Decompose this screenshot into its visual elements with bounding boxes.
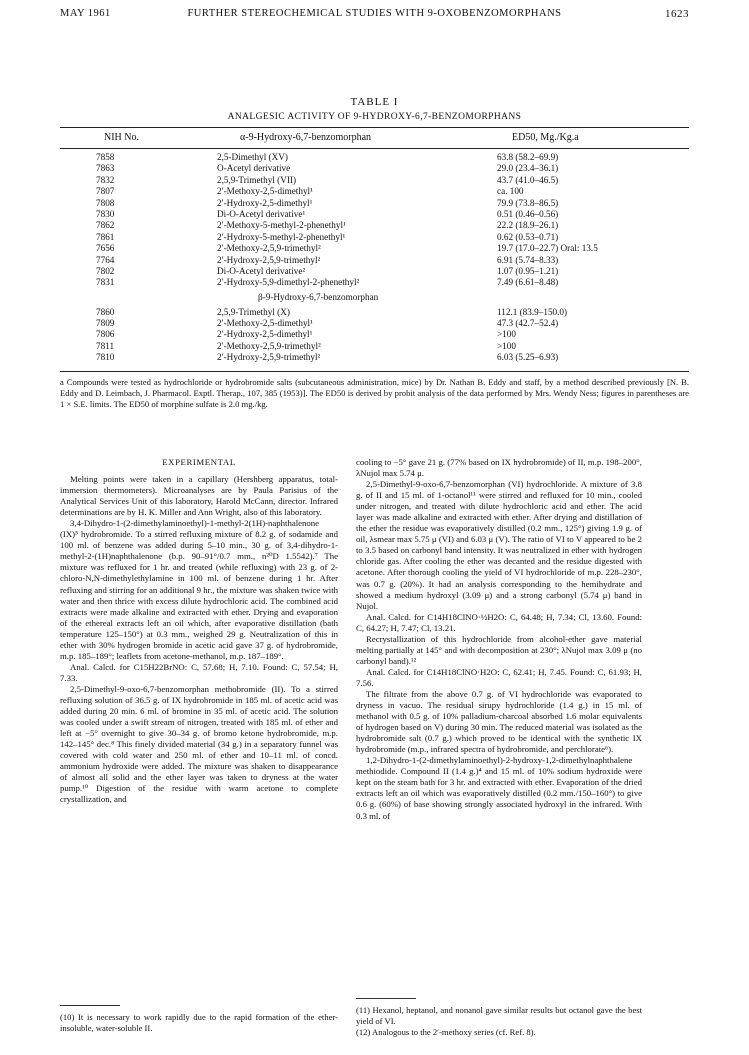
cell-ed50: 29.0 (23.4–36.1) — [497, 163, 559, 174]
cell-compound: 2′-Hydroxy-2,5,9-trimethyl² — [217, 254, 321, 265]
beta-heading: β-9-Hydroxy-6,7-benzomorphan — [258, 291, 379, 302]
cell-ed50: ca. 100 — [497, 186, 524, 197]
section-heading: EXPERIMENTAL — [162, 457, 236, 467]
cell-compound: 2′-Methoxy-2,5-dimethyl¹ — [217, 186, 313, 197]
header-compound: α-9-Hydroxy-6,7-benzomorphan — [240, 132, 372, 143]
table-header-rule — [60, 148, 689, 149]
cell-compound: 2′-Hydroxy-2,5,9-trimethyl² — [217, 352, 321, 363]
cell-ed50: >100 — [497, 340, 516, 351]
cell-compound: 2′-Hydroxy-5,9-dimethyl-2-phenethyl² — [217, 277, 360, 288]
running-header — [60, 8, 689, 28]
footnote-11: (11) Hexanol, heptanol, and nonanol gave similar results but octanol gave the best yield of VI. — [356, 1005, 642, 1026]
header-title: FURTHER STEREOCHEMICAL STUDIES WITH 9-OXOBENZOMORPHANS — [187, 8, 562, 19]
cell-compound: 2′-Methoxy-2,5-dimethyl¹ — [217, 318, 313, 329]
paragraph: Anal. Calcd. for C14H18ClNO·½H2O: C, 64.48; H, 7.34; Cl, 13.60. Found: C, 64.27; H, 7.47; Cl, 13.21. — [356, 611, 642, 633]
table-row — [60, 243, 689, 254]
cell-ed50: 19.7 (17.0–22.7) Oral: 13.5 — [497, 243, 598, 254]
cell-nih-no: 7862 — [96, 220, 115, 231]
table-row — [60, 341, 689, 352]
right-column — [356, 457, 642, 822]
cell-compound: 2,5-Dimethyl (XV) — [217, 152, 288, 162]
cell-nih-no: 7808 — [96, 197, 115, 208]
paragraph: cooling to −5° gave 21 g. (77% based on IX hydrobromide) of II, m.p. 198–200°, λNujol max 5.74 μ. — [356, 457, 642, 479]
cell-nih-no: 7860 — [96, 306, 115, 317]
cell-ed50: 63.8 (58.2–69.9) — [497, 152, 559, 162]
header-ed50: ED50, Mg./Kg.a — [512, 132, 579, 143]
cell-compound: 2′-Methoxy-2,5,9-trimethyl² — [217, 340, 321, 351]
table-row — [60, 352, 689, 363]
cell-nih-no: 7858 — [96, 152, 115, 162]
cell-nih-no: 7807 — [96, 186, 115, 197]
paragraph: 2,5-Dimethyl-9-oxo-6,7-benzomorphan methobromide (II). To a stirred refluxing solution of 36.5 g. of IX hydrobromide in 185 ml. of acetic acid was added during 20 min. 6 ml. of bromine in 35 ml. of acetic acid. The solution was cooled under a swift stream of nitrogen, treated with 185 ml. of ether and left at −5° overnight to give 30–34 g. of bromo ketone hydrobromide, m.p. 142–145° dec.⁸ This finely divided material (34 g.) in a separatory funnel was covered with cold water and 250 ml. of ether and 10–11 ml. of concd. ammonium hydroxide were added. The mixture was shaken to disappearance of almost all solid and the ether layer was taken to dryness at the water pump.¹⁰ Digestion of the residue with warm acetone to complete crystallization, and — [60, 683, 338, 805]
cell-compound: 2′-Hydroxy-2,5-dimethyl¹ — [217, 197, 313, 208]
header-nih: NIH No. — [104, 132, 139, 143]
table-row — [60, 255, 689, 266]
cell-ed50: 22.2 (18.9–26.1) — [497, 220, 559, 231]
cell-compound: 2′-Hydroxy-2,5-dimethyl¹ — [217, 329, 313, 340]
cell-ed50: >100 — [497, 329, 516, 340]
cell-compound: 2′-Hydroxy-5-methyl-2-phenethyl¹ — [217, 231, 346, 242]
header-date: MAY 1961 — [60, 8, 111, 19]
paragraph: Anal. Calcd. for C14H18ClNO·H2O: C, 62.41; H, 7.45. Found: C, 61.93; H, 7.56. — [356, 666, 642, 688]
footnotes-right — [356, 1005, 642, 1038]
cell-ed50: 43.7 (41.0–46.5) — [497, 174, 559, 185]
cell-ed50: 0.51 (0.46–0.56) — [497, 208, 559, 219]
cell-compound: 2,5,9-Trimethyl (VII) — [217, 174, 297, 185]
cell-ed50: 7.49 (6.61–8.48) — [497, 277, 559, 288]
table-row — [60, 232, 689, 243]
footnote-12: (12) Analogous to the 2′-methoxy series (cf. Ref. 8). — [356, 1027, 536, 1037]
table-row — [60, 152, 689, 163]
cell-ed50: 6.91 (5.74–8.33) — [497, 254, 559, 265]
table-title: TABLE I — [350, 96, 399, 108]
cell-nih-no: 7863 — [96, 163, 115, 174]
table-row — [60, 277, 689, 288]
cell-nih-no: 7832 — [96, 174, 115, 185]
page-number: 1623 — [665, 8, 689, 20]
paragraph: Recrystallization of this hydrochloride from alcohol-ether gave material melting partially at 145° and with decomposition at 230°; λNujol max 3.09 μ (no carbonyl band).¹² — [356, 633, 642, 666]
cell-compound: Di-O-Acetyl derivative² — [217, 265, 306, 276]
cell-nih-no: 7809 — [96, 318, 115, 329]
cell-nih-no: 7656 — [96, 243, 115, 254]
table-footnote: a Compounds were tested as hydrochloride or hydrobromide salts (subcutaneous administration, mice) by Dr. Nathan B. Eddy and staff, by a method described previously [N. B. Eddy and D. Leimbach, J. Pharmacol. Exptl. Therap., 107, 385 (1953)]. The ED50 is derived by probit analysis of the data performed by Mrs. Wendy Ness; figures in parentheses are 1 × S.E. limits. The ED50 of morphine sulfate is 2.0 mg./kg. — [60, 377, 689, 409]
cell-nih-no: 7831 — [96, 277, 115, 288]
cell-nih-no: 7811 — [96, 340, 115, 351]
left-column — [60, 457, 338, 805]
cell-ed50: 1.07 (0.95–1.21) — [497, 265, 559, 276]
table-row — [60, 307, 689, 318]
cell-compound: Di-O-Acetyl derivative¹ — [217, 208, 306, 219]
footnote-rule-right — [356, 998, 416, 999]
paragraph: 3,4-Dihydro-1-(2-dimethylaminoethyl)-1-methyl-2(1H)-naphthalenone (IX)⁵ hydrobromide. To a stirred refluxing mixture of 8.2 g. of sodamide and 100 ml. of benzene was added during 5–10 min., 30 g. of 3,4-dihydro-1-methyl-2-(1H)naphthalenone (b.p. 90–91°/0.7 mm., n²⁰D 1.5542).⁷ The mixture was refluxed for 1 hr. and treated (while refluxing) with 23 g. of 2-chloro-N,N-dimethylethylamine in 100 ml. of benzene during 1 hr. After refluxing and stirring for an additional 9 hr., the mixture was shaken twice with water and then thrice with excess dilute hydrochloric acid. The combined acid extracts were made alkaline and extracted with ether. Drying and evaporation of the ethereal extracts left an oil which, after evaporative distillation (bath temperature 125–150°) at 0.3 mm., weighed 29 g. Neutralization of this in ether with 30% hydrogen bromide in acetic acid gave 37 g. of hydrobromide, m.p. 185–189°; leaflets from acetone-methanol, m.p. 187–189°. — [60, 518, 338, 661]
table-header — [60, 132, 689, 148]
table-subtitle: ANALGESIC ACTIVITY OF 9-HYDROXY-6,7-BENZOMORPHANS — [227, 112, 522, 122]
cell-ed50: 47.3 (42.7–52.4) — [497, 318, 559, 329]
cell-ed50: 79.9 (73.8–86.5) — [497, 197, 559, 208]
table-row — [60, 163, 689, 174]
paragraph: 1,2-Dihydro-1-(2-dimethylaminoethyl)-2-hydroxy-1,2-dimethylnaphthalene methiodide. Compound II (1.4 g.)⁴ and 15 ml. of 10% sodium hydroxide were kept on the steam bath for 3 hr. and extracted with ether. Evaporation of the dried extracts left an oil which was evaporatively distilled (0.2 mm./150–160°) to give 0.6 g. (60%) of base showing strongly associated hydroxyl in the infrared. With 0.3 ml. of — [356, 755, 642, 821]
table-body — [60, 152, 689, 364]
footnote-rule-left — [60, 1005, 120, 1006]
cell-compound: 2′-Methoxy-5-methyl-2-phenethyl¹ — [217, 220, 346, 231]
table-top-rule — [60, 127, 689, 128]
cell-nih-no: 7810 — [96, 352, 115, 363]
cell-ed50: 0.62 (0.53–0.71) — [497, 231, 559, 242]
table-row — [60, 266, 689, 277]
paragraph: The filtrate from the above 0.7 g. of VI hydrochloride was evaporated to dryness in vacuo. The residual sirupy hydrochloride (1.4 g.) in 15 ml. of methanol with 0.5 g. of 10% palladium-charcoal absorbed 1.6 molar equivalents of hydrogen based on V) during 30 min. The reduced material was isolated as the hydrobromide salt (0.7 g.) which proved to be identical with the synthetic IX hydrobromide (m.p., infrared spectra of hydrobromide, and perchlorate⁶). — [356, 688, 642, 755]
table-row — [60, 329, 689, 340]
table-row — [60, 186, 689, 197]
paragraph: Melting points were taken in a capillary (Hershberg apparatus, total-immersion thermometers). Microanalyses are by Paula Parisius of the Analytical Services Unit of this laboratory, Harold McCann, director. Infrared determinations are by H. K. Miller and Ann Wright, also of this laboratory. — [60, 474, 338, 518]
table-row — [60, 220, 689, 231]
table-row — [60, 198, 689, 209]
cell-nih-no: 7806 — [96, 329, 115, 340]
cell-nih-no: 7861 — [96, 231, 115, 242]
cell-compound: 2,5,9-Trimethyl (X) — [217, 306, 290, 317]
cell-ed50: 6.03 (5.25–6.93) — [497, 352, 559, 363]
table-row — [60, 209, 689, 220]
cell-nih-no: 7830 — [96, 208, 115, 219]
cell-compound: O-Acetyl derivative — [217, 163, 291, 174]
table-bottom-rule — [60, 371, 689, 372]
cell-ed50: 112.1 (83.9–150.0) — [497, 306, 568, 317]
cell-nih-no: 7764 — [96, 254, 115, 265]
cell-compound: 2′-Methoxy-2,5,9-trimethyl² — [217, 243, 321, 254]
footnote-left: (10) It is necessary to work rapidly due to the rapid formation of the ether-insoluble, water-soluble II. — [60, 1012, 338, 1033]
paragraph: 2,5-Dimethyl-9-oxo-6,7-benzomorphan (VI) hydrochloride. A mixture of 3.8 g. of II and 15 ml. of 1-octanol¹¹ were stirred and refluxed for 10 min., cooled under nitrogen, and treated with dilute hydrochloric acid and ether. The acid layer was made alkaline and extracted with ether. After drying and distillation of the ether the residue was evaporatively distilled (0.2 mm., 125°) giving 1.9 g. of oil, λsmear max 5.75 μ (VI) and 6.03 μ (V). The ratio of VI to V appeared to be 2 to 3.5 based on carbonyl band intensity. It was neutralized in ether with hydrogen chloride gas. After cooling the ether was decanted and the residue digested with acetone. After thorough cooling the yield of VI hydrochloride of m.p. 228–230°, was 0.7 g. (20%). It had an analysis corresponding to the hemihydrate and showed a medium hydroxyl (3.09 μ) and a strong carbonyl (5.74 μ) band in Nujol. — [356, 479, 642, 611]
paragraph: Anal. Calcd. for C15H22BrNO: C, 57.68; H, 7.10. Found: C, 57.54; H, 7.33. — [60, 661, 338, 683]
beta-heading-row — [60, 289, 689, 307]
cell-nih-no: 7802 — [96, 265, 115, 276]
table-row — [60, 318, 689, 329]
table-row — [60, 175, 689, 186]
